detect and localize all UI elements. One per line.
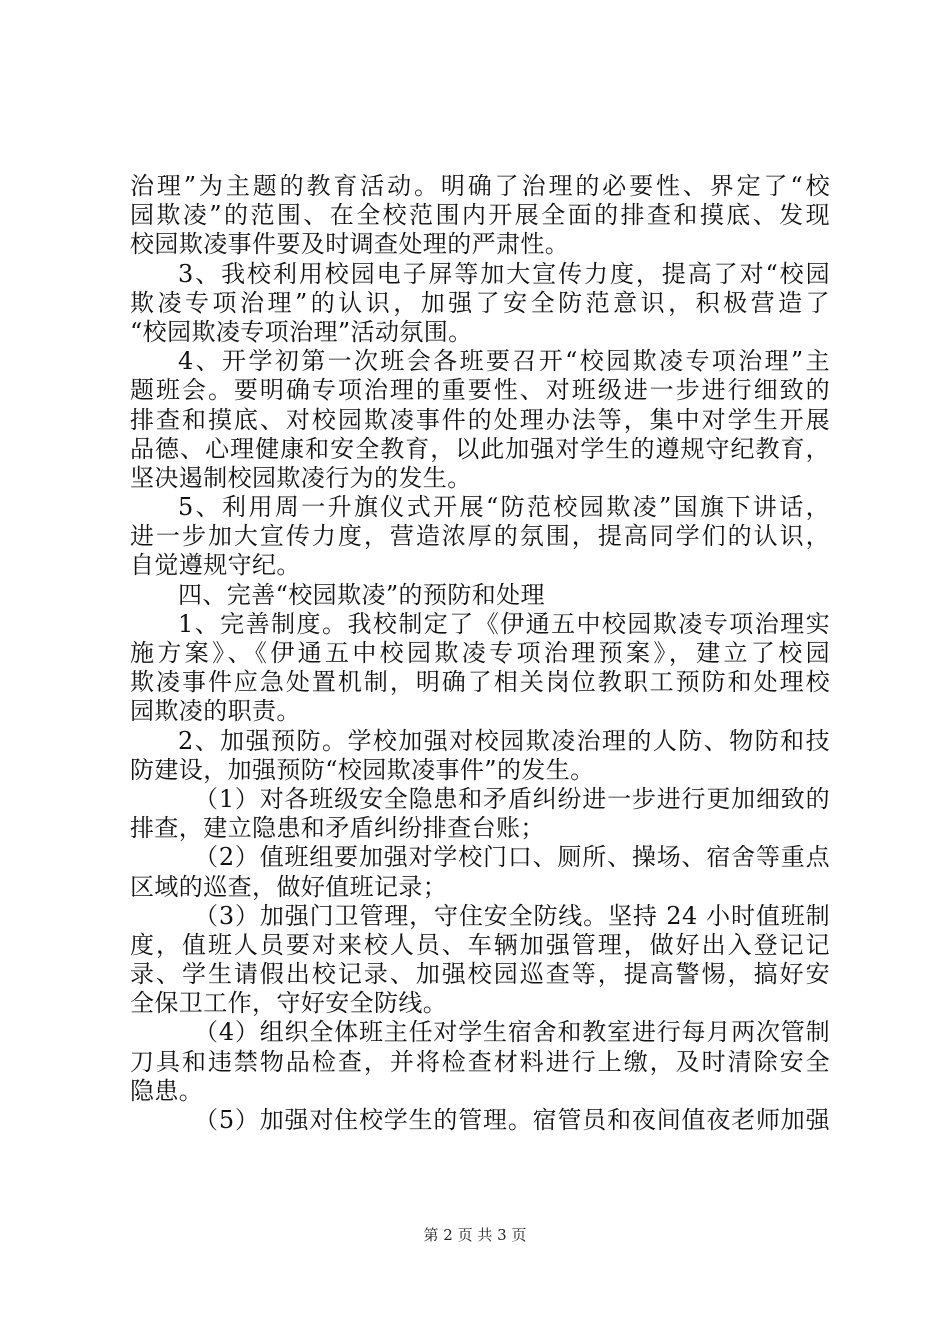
text-line: 题班会。要明确专项治理的重要性、对班级进一步进行细致的 xyxy=(130,376,830,405)
text-line: 园欺凌的职责。 xyxy=(130,697,301,726)
text-line: 排查，建立隐患和矛盾纠纷排查台账； xyxy=(130,814,545,843)
text-line: 治理”为主题的教育活动。明确了治理的必要性、界定了“校 xyxy=(130,172,830,200)
text-line: 区域的巡查，做好值班记录； xyxy=(130,872,448,901)
text-line: （3）加强门卫管理，守住安全防线。坚持 24 小时值班制 xyxy=(194,901,830,930)
text-line: 品德、心理健康和安全教育，以此加强对学生的遵规守纪教育， xyxy=(130,434,830,463)
text-line: 刀具和违禁物品检查，并将检查材料进行上缴，及时清除安全 xyxy=(130,1047,830,1076)
page-footer: 第 2 页 共 3 页 xyxy=(423,1226,527,1244)
text-line: “校园欺凌专项治理”活动氛围。 xyxy=(130,317,473,346)
text-line: 全保卫工作，守好安全防线。 xyxy=(130,989,448,1018)
document-body xyxy=(130,172,830,1135)
text-line: 3、我校利用校园电子屏等加大宣传力度，提高了对“校园 xyxy=(178,259,830,288)
text-line: 进一步加大宣传力度，营造浓厚的氛围，提高同学们的认识， xyxy=(130,522,830,551)
text-line: 自觉遵规守纪。 xyxy=(130,551,301,580)
text-line: 5、利用周一升旗仪式开展“防范校园欺凌”国旗下讲话， xyxy=(178,493,830,522)
text-line: 排查和摸底、对校园欺凌事件的处理办法等，集中对学生开展 xyxy=(130,405,830,434)
text-line: （5）加强对住校学生的管理。宿管员和夜间值夜老师加强 xyxy=(194,1106,830,1134)
text-line: 四、完善“校园欺凌”的预防和处理 xyxy=(178,580,545,609)
text-line: 隐患。 xyxy=(130,1076,204,1105)
text-line: 欺凌事件应急处置机制，明确了相关岗位教职工预防和处理校 xyxy=(130,668,830,697)
text-line: 1、完善制度。我校制定了《伊通五中校园欺凌专项治理实 xyxy=(178,609,830,638)
text-line: （1）对各班级安全隐患和矛盾纠纷进一步进行更加细致的 xyxy=(194,784,830,813)
text-line: 4、开学初第一次班会各班要召开“校园欺凌专项治理”主 xyxy=(178,347,830,376)
text-line: 2、加强预防。学校加强对校园欺凌治理的人防、物防和技 xyxy=(178,726,830,755)
text-line: 校园欺凌事件要及时调查处理的严肃性。 xyxy=(130,230,570,259)
text-line: 防建设，加强预防“校园欺凌事件”的发生。 xyxy=(130,755,595,784)
text-line: 录、学生请假出校记录、加强校园巡查等，提高警惕，搞好安 xyxy=(130,960,830,989)
text-line: 度，值班人员要对来校人员、车辆加强管理，做好出入登记记 xyxy=(130,930,830,959)
text-line: （4）组织全体班主任对学生宿舍和教室进行每月两次管制 xyxy=(194,1018,830,1047)
text-line: 施方案》、《伊通五中校园欺凌专项治理预案》，建立了校园 xyxy=(130,639,830,667)
text-line: 园欺凌”的范围、在全校范围内开展全面的排查和摸底、发现 xyxy=(130,201,830,230)
text-line: （2）值班组要加强对学校门口、厕所、操场、宿舍等重点 xyxy=(194,843,830,872)
text-line: 欺凌专项治理”的认识，加强了安全防范意识，积极营造了 xyxy=(130,288,830,317)
text-line: 坚决遏制校园欺凌行为的发生。 xyxy=(130,463,472,492)
